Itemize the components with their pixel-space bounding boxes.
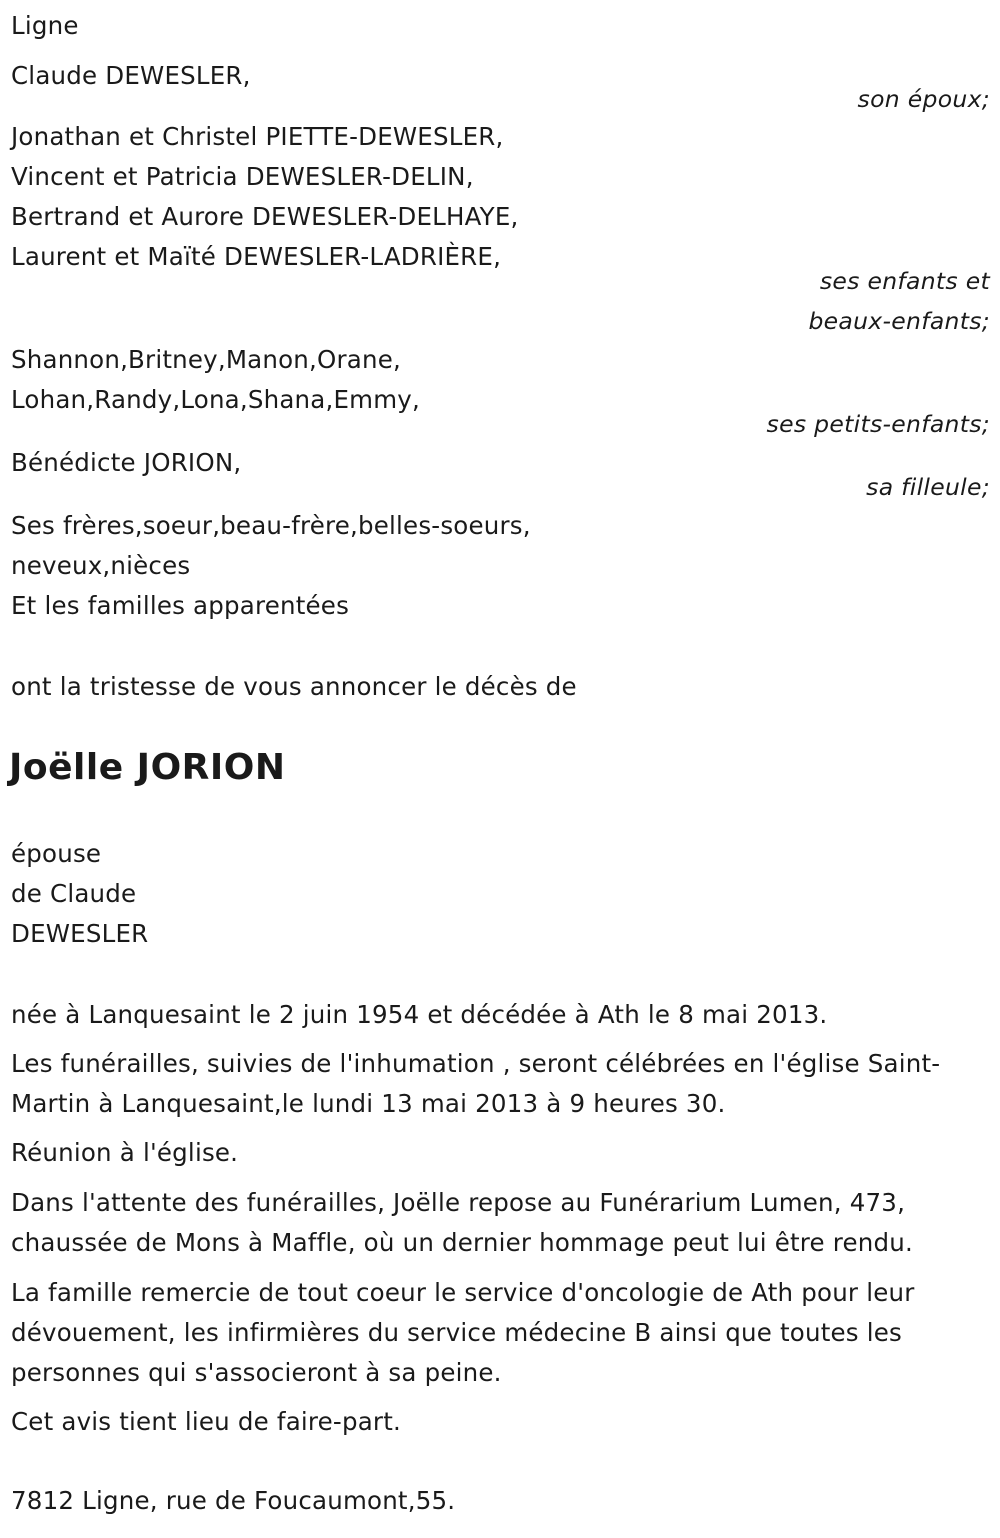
location-header: Ligne: [11, 11, 79, 40]
goddaughter-role: sa filleule;: [866, 473, 990, 501]
spouse-of-line: épouse: [11, 839, 102, 868]
funeral-details: Les funérailles, suivies de l'inhumation , seront célébrées en l'église Saint-: [11, 1049, 941, 1078]
funeral-details: Martin à Lanquesaint,le lundi 13 mai 2013 à 9 heures 30.: [11, 1089, 726, 1118]
spouse-name: Claude DEWESLER,: [11, 61, 251, 90]
thanks-text: La famille remercie de tout coeur le service d'oncologie de Ath pour leur: [11, 1278, 915, 1307]
thanks-text: dévouement, les infirmières du service médecine B ainsi que toutes les: [11, 1318, 902, 1347]
child-entry: Jonathan et Christel PIETTE-DEWESLER,: [11, 122, 504, 151]
birth-death-line: née à Lanquesaint le 2 juin 1954 et décédée à Ath le 8 mai 2013.: [11, 1000, 828, 1029]
child-entry: Vincent et Patricia DEWESLER-DELIN,: [11, 162, 474, 191]
spouse-role: son époux;: [857, 85, 990, 113]
spouse-of-line: DEWESLER: [11, 919, 149, 948]
thanks-text: personnes qui s'associeront à sa peine.: [11, 1358, 502, 1387]
resting-place: chaussée de Mons à Maffle, où un dernier hommage peut lui être rendu.: [11, 1228, 913, 1257]
grandchildren-names: Lohan,Randy,Lona,Shana,Emmy,: [11, 385, 420, 414]
child-entry: Bertrand et Aurore DEWESLER-DELHAYE,: [11, 202, 519, 231]
grandchildren-role: ses petits-enfants;: [766, 410, 990, 438]
spouse-of-line: de Claude: [11, 879, 137, 908]
children-role: ses enfants et: [819, 267, 990, 295]
relatives-line: Ses frères,soeur,beau-frère,belles-soeurs,: [11, 511, 531, 540]
address-line: 7812 Ligne, rue de Foucaumont,55.: [11, 1486, 456, 1515]
deceased-name: Joëlle JORION: [9, 747, 286, 788]
relatives-line: Et les familles apparentées: [11, 591, 350, 620]
resting-place: Dans l'attente des funérailles, Joëlle repose au Funérarium Lumen, 473,: [11, 1188, 906, 1217]
meeting-info: Réunion à l'église.: [11, 1138, 239, 1167]
children-role: beaux-enfants;: [808, 307, 990, 335]
grandchildren-names: Shannon,Britney,Manon,Orane,: [11, 345, 401, 374]
goddaughter-name: Bénédicte JORION,: [11, 448, 242, 477]
notice-text: Cet avis tient lieu de faire-part.: [11, 1407, 401, 1436]
relatives-line: neveux,nièces: [11, 551, 191, 580]
child-entry: Laurent et Maïté DEWESLER-LADRIÈRE,: [11, 242, 502, 271]
announcement-text: ont la tristesse de vous annoncer le décès de: [11, 672, 577, 701]
